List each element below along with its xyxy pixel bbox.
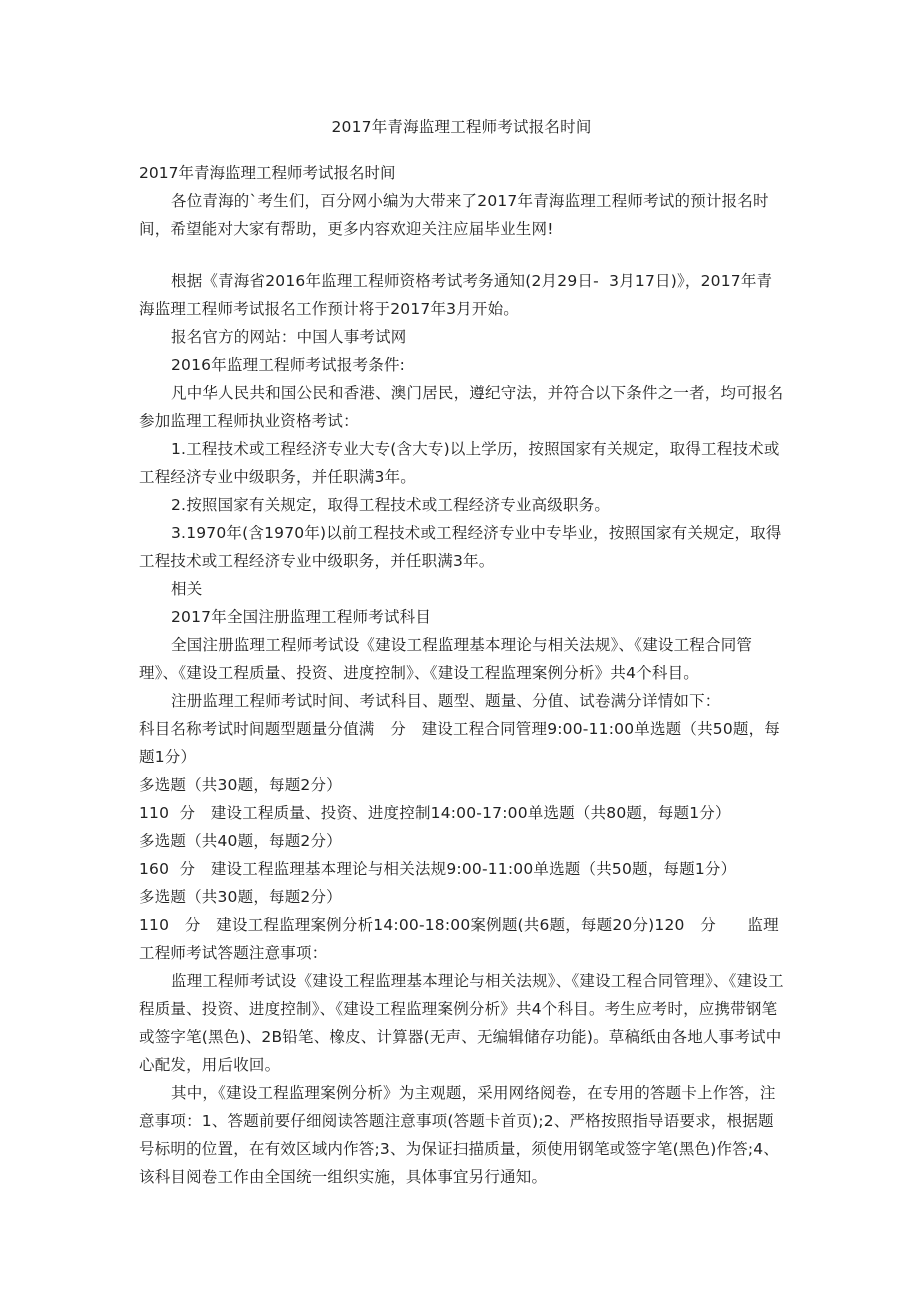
- paragraph-spacer: [139, 243, 784, 267]
- exam-table-line-7: 110 分 建设工程监理案例分析14:00-18:00案例题(共6题，每题20分)120 分 监理工程师考试答题注意事项：: [139, 916, 779, 962]
- conditions-heading: 2016年监理工程师考试报考条件:: [171, 356, 406, 374]
- case-analysis-paragraph: 其中，《建设工程监理案例分析》为主观题，采用网络阅卷，在专用的答题卡上作答，注意事项：1、答题前要仔细阅读答题注意事项(答题卡首页);2、严格按照指导语要求，根据题号标明的位置，在有效区域内作答;3、为保证扫描质量，须使用钢笔或签字笔(黑色)作答;4、该科目阅卷工作由全国统一组织实施，具体事宜另行通知。: [139, 1084, 780, 1186]
- exam-table-line-2: 多选题（共30题，每题2分）: [139, 776, 342, 794]
- document-subtitle: 2017年青海监理工程师考试报名时间: [139, 164, 396, 182]
- exam-table-line-4: 多选题（共40题，每题2分）: [139, 832, 342, 850]
- exam-table-line-6: 多选题（共30题，每题2分）: [139, 888, 342, 906]
- registration-notice-paragraph: 根据《青海省2016年监理工程师资格考试考务通知(2月29日- 3月17日)》，2017年青海监理工程师考试报名工作预计将于2017年3月开始。: [139, 272, 773, 318]
- condition-item-3: 3.1970年(含1970年)以前工程技术或工程经济专业中专毕业，按照国家有关规定，取得工程技术或工程经济专业中级职务，并任职满3年。: [139, 524, 782, 570]
- exam-details-intro: 注册监理工程师考试时间、考试科目、题型、题量、分值、试卷满分详情如下：: [171, 692, 721, 710]
- exam-table-line-3: 110 分 建设工程质量、投资、进度控制14:00-17:00单选题（共80题，每题1分）: [139, 804, 731, 822]
- related-label: 相关: [171, 580, 203, 598]
- intro-paragraph: 各位青海的`考生们，百分网小编为大带来了2017年青海监理工程师考试的预计报名时间，希望能对大家有帮助，更多内容欢迎关注应届毕业生网!: [139, 192, 769, 238]
- document-title: 2017年青海监理工程师考试报名时间: [331, 118, 592, 136]
- exam-table-line-1: 科目名称考试时间题型题量分值满 分 建设工程合同管理9:00-11:00单选题（共50题，每题1分）: [139, 720, 780, 766]
- official-site-paragraph: 报名官方的网站：中国人事考试网: [171, 328, 407, 346]
- exam-table-line-5: 160 分 建设工程监理基本理论与相关法规9:00-11:00单选题（共50题，每题1分）: [139, 860, 737, 878]
- exam-notes-paragraph: 监理工程师考试设《建设工程监理基本理论与相关法规》、《建设工程合同管理》、《建设工程质量、投资、进度控制》、《建设工程监理案例分析》共4个科目。考生应考时，应携带钢笔或签字笔(黑色)、2B铅笔、橡皮、计算器(无声、无编辑储存功能)。草稿纸由各地人事考试中心配发，用后收回。: [139, 972, 784, 1074]
- subjects-paragraph: 全国注册监理工程师考试设《建设工程监理基本理论与相关法规》、《建设工程合同管理》、《建设工程质量、投资、进度控制》、《建设工程监理案例分析》共4个科目。: [139, 636, 753, 682]
- subjects-heading: 2017年全国注册监理工程师考试科目: [171, 608, 432, 626]
- conditions-intro-paragraph: 凡中华人民共和国公民和香港、澳门居民，遵纪守法，并符合以下条件之一者，均可报名参加监理工程师执业资格考试：: [139, 384, 784, 430]
- condition-item-1: 1.工程技术或工程经济专业大专(含大专)以上学历，按照国家有关规定，取得工程技术或工程经济专业中级职务，并任职满3年。: [139, 440, 780, 486]
- condition-item-2: 2.按照国家有关规定，取得工程技术或工程经济专业高级职务。: [171, 496, 611, 514]
